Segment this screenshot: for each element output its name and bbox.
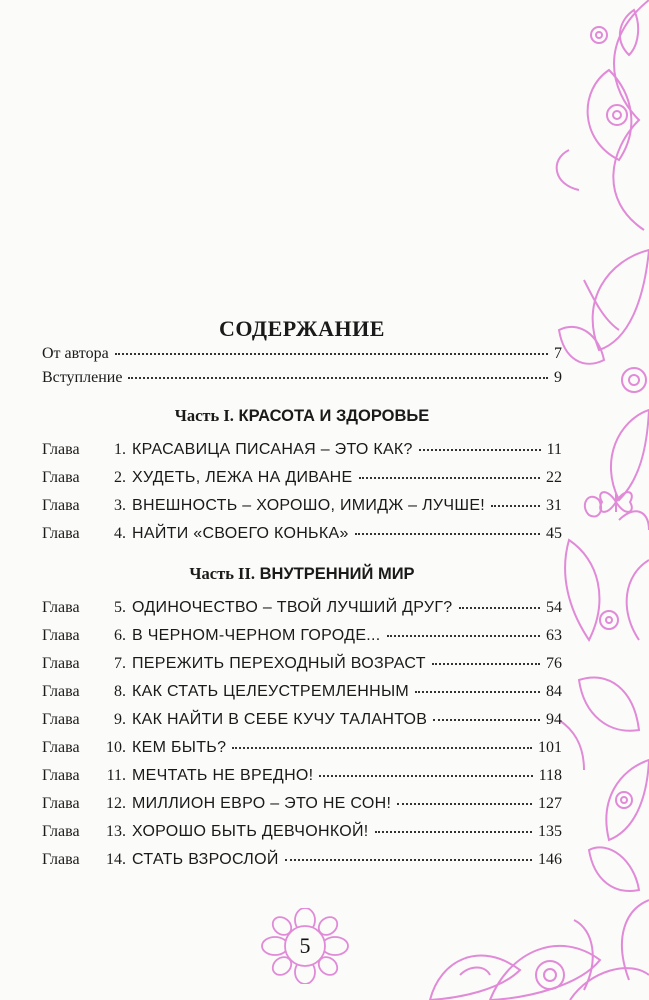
chapter-word: Глава (42, 851, 80, 868)
dot-leader (459, 607, 540, 609)
chapter-page: 127 (538, 795, 562, 812)
toc-entry-from-author (42, 344, 562, 364)
toc-chapter-3 (42, 496, 562, 516)
chapter-number: 5. (114, 599, 126, 616)
chapter-page: 118 (538, 767, 562, 784)
chapter-number: 1. (114, 441, 126, 458)
toc-chapter-2 (42, 468, 562, 488)
chapter-number: 13. (106, 823, 126, 840)
chapter-word: Глава (42, 795, 80, 812)
chapter-word: Глава (42, 469, 80, 486)
dot-leader (387, 635, 540, 637)
chapter-word: Глава (42, 441, 80, 458)
dot-leader (285, 859, 532, 861)
dot-leader (419, 449, 541, 451)
chapter-page: 54 (546, 599, 562, 616)
chapter-word: Глава (42, 599, 80, 616)
chapter-title: ВНЕШНОСТЬ – ХОРОШО, ИМИДЖ – ЛУЧШЕ! (132, 497, 486, 514)
chapter-title: МИЛЛИОН ЕВРО – ЭТО НЕ СОН! (132, 795, 392, 812)
chapter-word: Глава (42, 655, 80, 672)
chapter-title: МЕЧТАТЬ НЕ ВРЕДНО! (132, 767, 314, 784)
chapter-word: Глава (42, 823, 80, 840)
dot-leader (319, 775, 532, 777)
chapter-title: ПЕРЕЖИТЬ ПЕРЕХОДНЫЙ ВОЗРАСТ (132, 655, 426, 672)
part-heading-1 (42, 406, 562, 426)
toc-chapter-13 (42, 822, 562, 842)
toc-entry-label: Вступление (42, 369, 123, 386)
page-number: 5 (299, 933, 311, 958)
chapter-title: КЕМ БЫТЬ? (132, 739, 227, 756)
toc-chapter-7 (42, 654, 562, 674)
chapter-number: 2. (114, 469, 126, 486)
chapter-number: 8. (114, 683, 126, 700)
chapter-title: НАЙТИ «СВОЕГО КОНЬКА» (132, 525, 349, 542)
toc-entry-introduction (42, 368, 562, 388)
page-number-badge (260, 908, 350, 984)
chapter-word: Глава (42, 739, 80, 756)
dot-leader (232, 747, 532, 749)
chapter-page: 135 (538, 823, 562, 840)
chapter-title: ХОРОШО БЫТЬ ДЕВЧОНКОЙ! (132, 823, 369, 840)
floral-ornament-icon (420, 880, 649, 1000)
page-title: СОДЕРЖАНИЕ (219, 316, 385, 341)
chapter-page: 22 (546, 469, 562, 486)
part-prefix: Часть I. (174, 406, 234, 425)
chapter-word: Глава (42, 767, 80, 784)
chapter-number: 6. (114, 627, 126, 644)
chapter-title: КРАСАВИЦА ПИСАНАЯ – ЭТО КАК? (132, 441, 413, 458)
dot-leader (355, 533, 540, 535)
dot-leader (433, 719, 540, 721)
dot-leader (415, 691, 540, 693)
part-name: ВНУТРЕННИЙ МИР (259, 565, 415, 583)
dot-leader (375, 831, 532, 833)
chapter-title: КАК НАЙТИ В СЕБЕ КУЧУ ТАЛАНТОВ (132, 711, 428, 728)
toc-entry-page: 7 (554, 345, 562, 362)
chapter-page: 31 (546, 497, 562, 514)
chapter-title: КАК СТАТЬ ЦЕЛЕУСТРЕМЛЕННЫМ (132, 683, 410, 700)
chapter-page: 76 (546, 655, 562, 672)
dot-leader (115, 353, 548, 355)
toc-chapter-9 (42, 710, 562, 730)
toc-chapter-6 (42, 626, 562, 646)
chapter-page: 84 (546, 683, 562, 700)
part-prefix: Часть II. (189, 564, 256, 583)
chapter-number: 4. (114, 525, 126, 542)
chapter-page: 94 (546, 711, 562, 728)
chapter-word: Глава (42, 683, 80, 700)
chapter-number: 3. (114, 497, 126, 514)
dot-leader (359, 477, 541, 479)
toc-entry-page: 9 (554, 369, 562, 386)
chapter-title: В ЧЕРНОМ-ЧЕРНОМ ГОРОДЕ... (132, 627, 381, 644)
dot-leader (397, 803, 532, 805)
chapter-number: 14. (106, 851, 126, 868)
chapter-word: Глава (42, 497, 80, 514)
chapter-word: Глава (42, 525, 80, 542)
toc-chapter-1 (42, 440, 562, 460)
toc-chapter-8 (42, 682, 562, 702)
toc-chapter-14 (42, 850, 562, 870)
dot-leader (432, 663, 540, 665)
chapter-page: 45 (546, 525, 562, 542)
butterfly-icon (596, 484, 636, 520)
chapter-number: 7. (114, 655, 126, 672)
chapter-number: 12. (106, 795, 126, 812)
toc-chapter-5 (42, 598, 562, 618)
chapter-title: ХУДЕТЬ, ЛЕЖА НА ДИВАНЕ (132, 469, 353, 486)
part-heading-2 (42, 564, 562, 584)
toc-chapter-10 (42, 738, 562, 758)
chapter-page: 11 (546, 441, 562, 458)
chapter-word: Глава (42, 627, 80, 644)
chapter-page: 101 (538, 739, 562, 756)
chapter-number: 9. (114, 711, 126, 728)
chapter-title: ОДИНОЧЕСТВО – ТВОЙ ЛУЧШИЙ ДРУГ? (132, 599, 453, 616)
toc-entry-label: От автора (42, 345, 109, 362)
part-name: КРАСОТА И ЗДОРОВЬЕ (238, 407, 430, 425)
chapter-page: 63 (546, 627, 562, 644)
dot-leader (491, 505, 540, 507)
dot-leader (128, 377, 548, 379)
chapter-word: Глава (42, 711, 80, 728)
chapter-number: 11. (106, 767, 126, 784)
chapter-page: 146 (538, 851, 562, 868)
toc-chapter-11 (42, 766, 562, 786)
toc-chapter-12 (42, 794, 562, 814)
chapter-number: 10. (106, 739, 126, 756)
toc-chapter-4 (42, 524, 562, 544)
chapter-title: СТАТЬ ВЗРОСЛОЙ (132, 851, 279, 868)
